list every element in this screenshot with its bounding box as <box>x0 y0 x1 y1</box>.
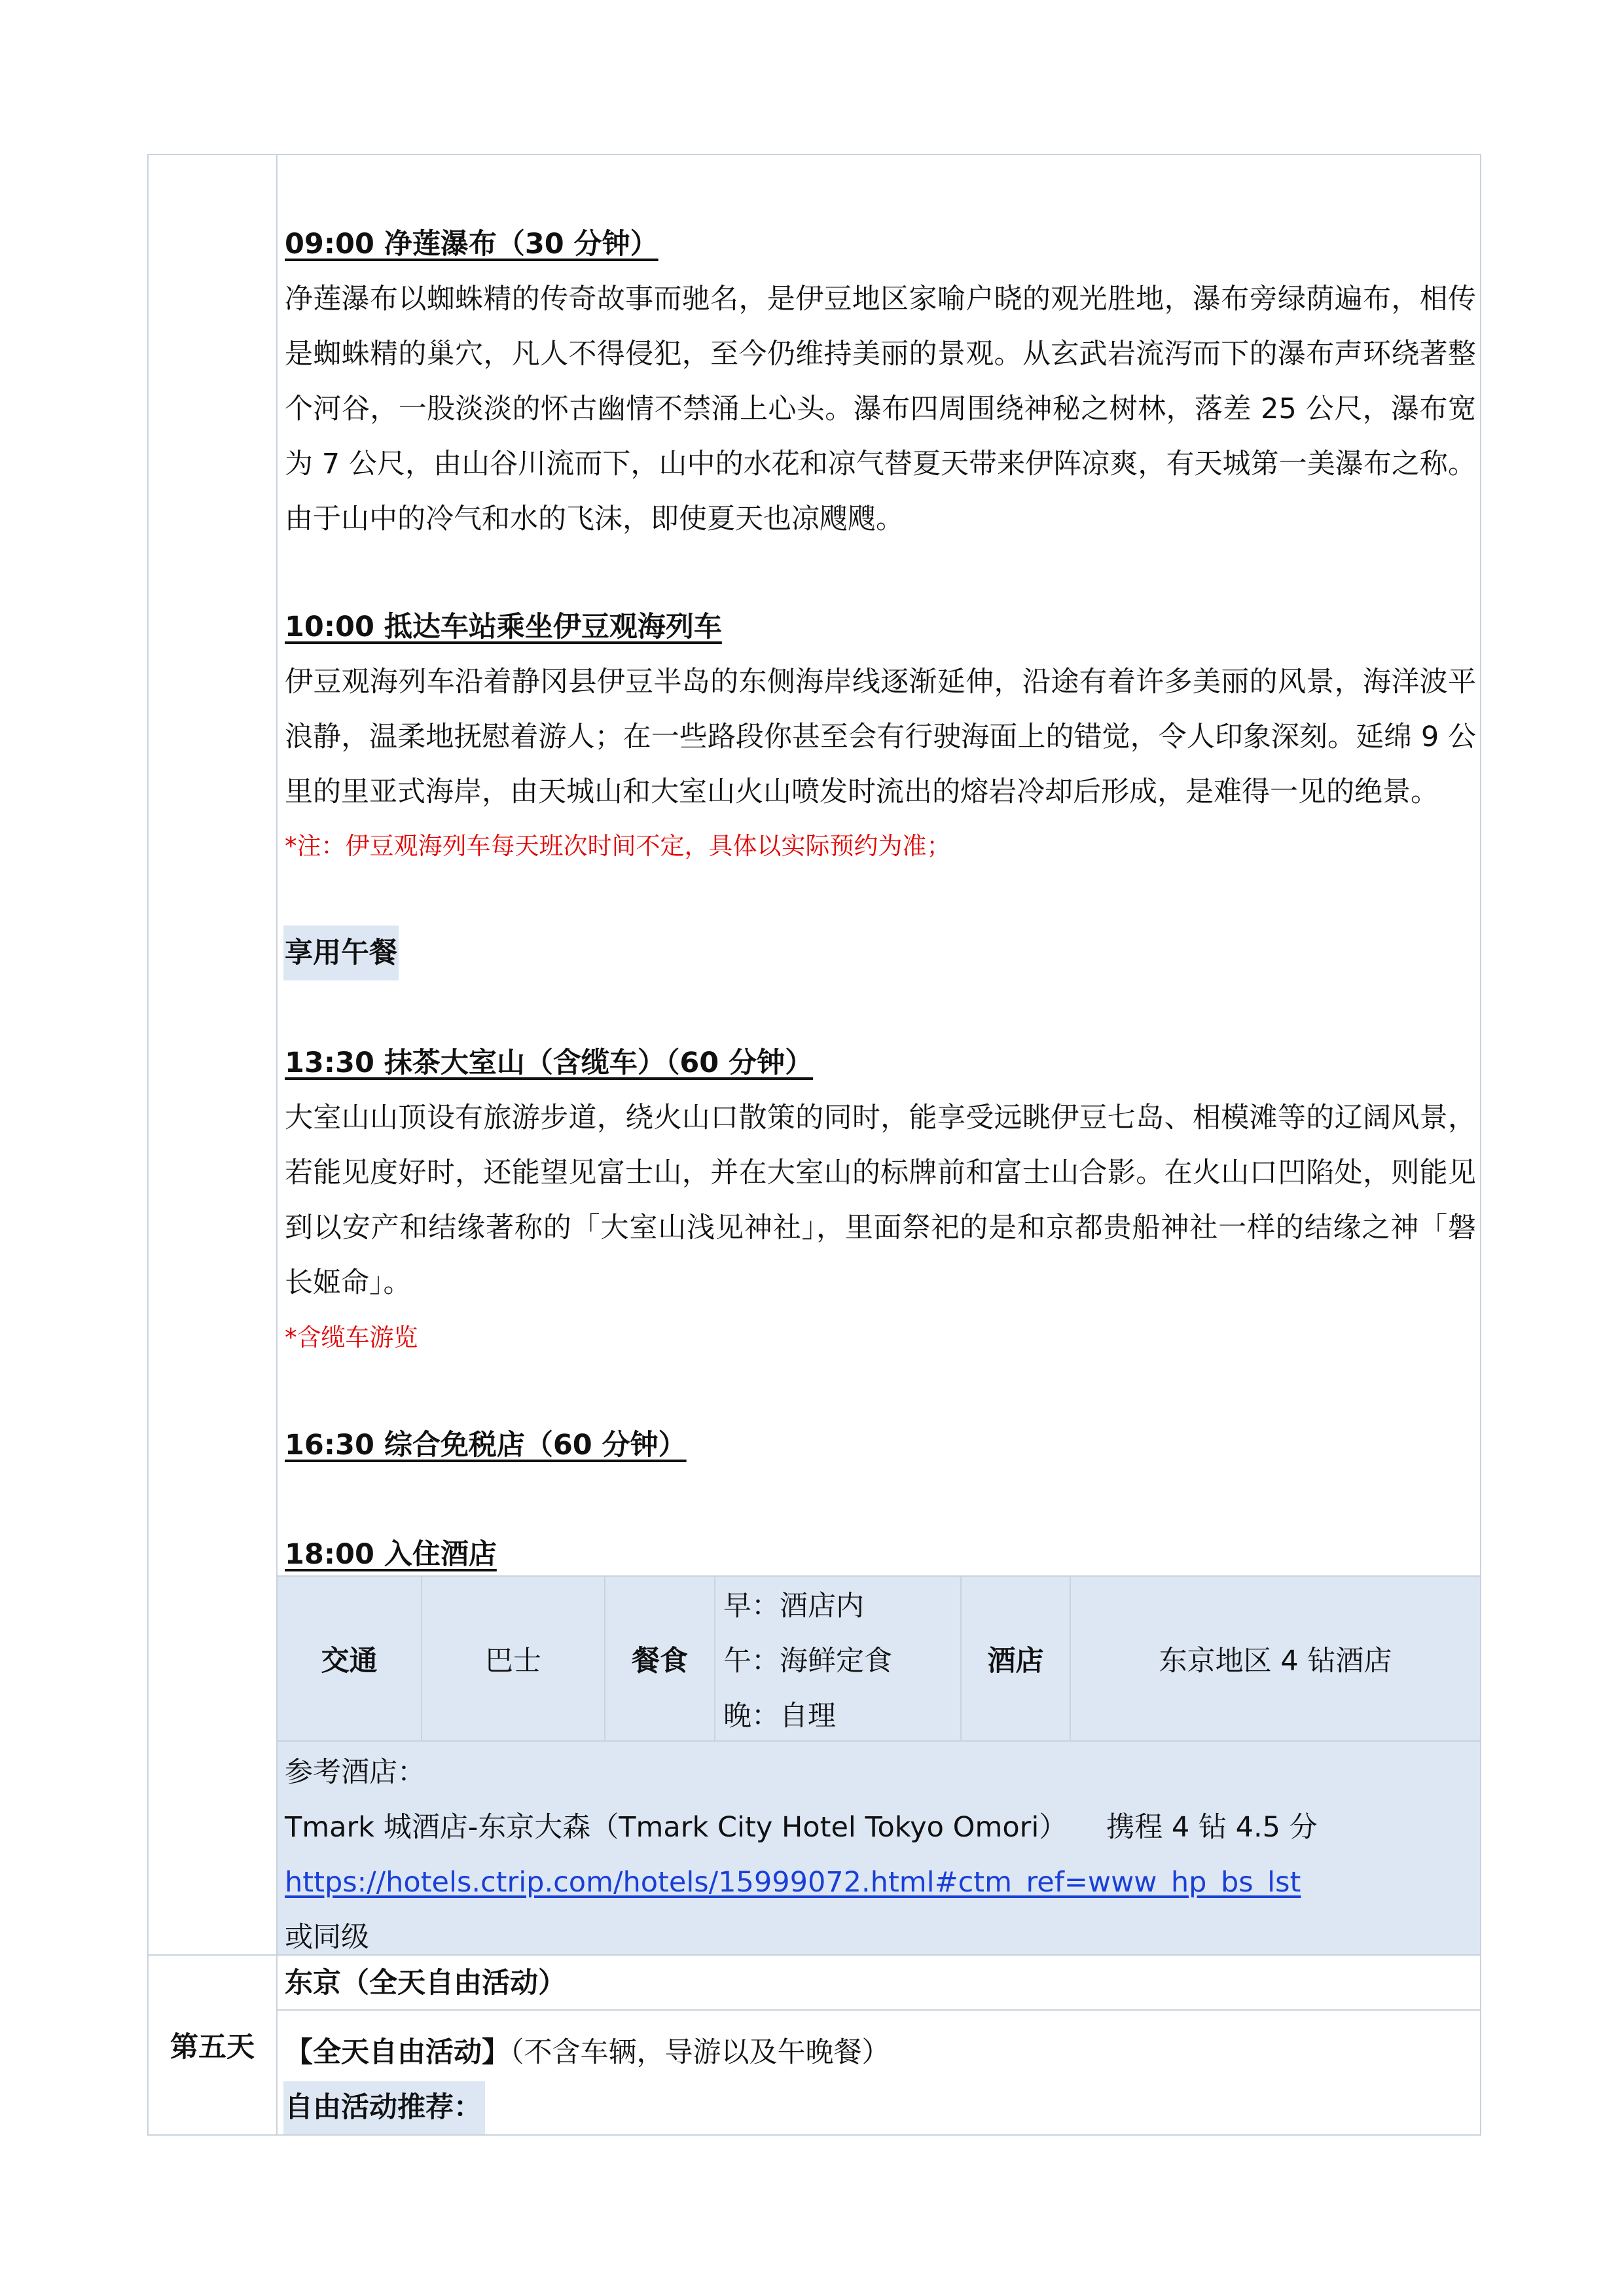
day5-recommend: 自由活动推荐： <box>285 2091 482 2124</box>
hotel-ref-or-similar: 或同级 <box>285 1921 369 1954</box>
hotel-ref-line <box>285 1800 1318 1855</box>
meal-lunch: 午：海鲜定食 <box>723 1645 892 1677</box>
lunch-label: 享用午餐 <box>285 937 397 969</box>
hotel-ref-name: Tmark 城酒店-东京大森（Tmark City Hotel Tokyo Omori） <box>285 1811 1068 1844</box>
hotel-ref-link[interactable]: https://hotels.ctrip.com/hotels/15999072.html#ctm_ref=www_hp_bs_lst <box>285 1866 1301 1899</box>
section-body-jingren-waterfall: 净莲瀑布以蜘蛛精的传奇故事而驰名，是伊豆地区家喻户晓的观光胜地，瀑布旁绿荫遍布，相传是蜘蛛精的巢穴，凡人不得侵犯，至今仍维持美丽的景观。从玄武岩流泻而下的瀑布声环绕著整个河谷，一股淡淡的怀古幽情不禁涌上心头。瀑布四周围绕神秘之树林，落差 25 公尺，瀑布宽为 7 公尺，由山谷川流而下，山中的水花和凉气替夏天带来伊阵凉爽，有天城第一美瀑布之称。由于山中的冷气和水的飞沫，即使夏天也凉飕飕。 <box>285 283 1476 535</box>
section-title-omuroyama: 13:30 抹茶大室山（含缆车）（60 分钟） <box>285 1047 814 1079</box>
meal-list <box>723 1579 892 1744</box>
hotel-label: 酒店 <box>987 1644 1044 1677</box>
meal-dinner: 晚：自理 <box>723 1700 836 1732</box>
day5-title: 东京（全天自由活动） <box>285 1967 566 2000</box>
day5-label: 第五天 <box>170 2031 255 2064</box>
hotel-ref-label: 参考酒店： <box>285 1756 425 1789</box>
meal-label: 餐食 <box>632 1644 688 1677</box>
day5-free-activity <box>285 2025 890 2080</box>
section-title-izu-train: 10:00 抵达车站乘坐伊豆观海列车 <box>285 611 722 643</box>
day5-free-bold: 【全天自由活动】 <box>285 2036 510 2069</box>
hotel-ref-rating: 携程 4 钻 4.5 分 <box>1106 1811 1318 1844</box>
section-body-omuroyama: 大室山山顶设有旅游步道，绕火山口散策的同时，能享受远眺伊豆七岛、相模滩等的辽阔风景，若能见度好时，还能望见富士山，并在大室山的标牌前和富士山合影。在火山口凹陷处，则能见到以安产和结缘著称的「大室山浅见神社」，里面祭祀的是和京都贵船神社一样的结缘之神「磐长姬命」。 <box>285 1102 1476 1299</box>
note-izu-train: *注：伊豆观海列车每天班次时间不定，具体以实际预约为准； <box>285 832 951 860</box>
transport-label: 交通 <box>321 1644 378 1677</box>
section-title-duty-free: 16:30 综合免税店（60 分钟） <box>285 1429 687 1462</box>
note-omuroyama: *含缆车游览 <box>285 1323 418 1352</box>
info-divider-3 <box>714 1576 715 1741</box>
transport-value: 巴士 <box>485 1644 541 1677</box>
section-title-jingren-waterfall: 09:00 净莲瀑布（30 分钟） <box>285 228 659 260</box>
meal-breakfast: 早：酒店内 <box>723 1590 864 1623</box>
day5-free-note: （不含车辆，导游以及午晚餐） <box>510 2036 890 2069</box>
hotel-value: 东京地区 4 钻酒店 <box>1159 1644 1392 1677</box>
section-title-hotel-checkin: 18:00 入住酒店 <box>285 1538 497 1571</box>
section-body-izu-train: 伊豆观海列车沿着静冈县伊豆半岛的东侧海岸线逐渐延伸，沿途有着许多美丽的风景，海洋波平浪静，温柔地抚慰着游人；在一些路段你甚至会有行驶海面上的错觉，令人印象深刻。延绵 9 公里的里亚式海岸，由天城山和大室山火山喷发时流出的熔岩冷却后形成，是难得一见的绝景。 <box>285 666 1476 808</box>
